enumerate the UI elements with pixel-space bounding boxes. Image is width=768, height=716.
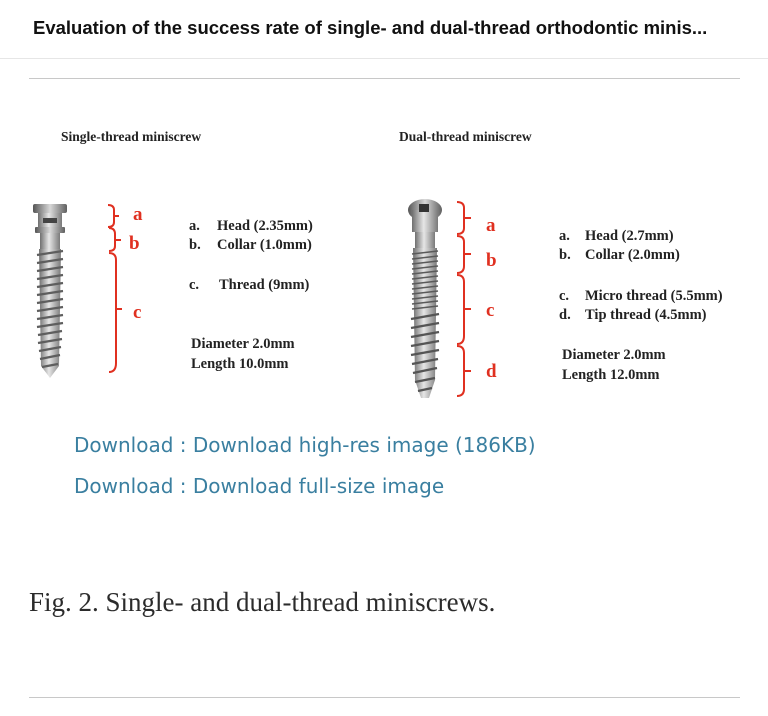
download-full-size-link[interactable] bbox=[74, 474, 444, 498]
app-header bbox=[0, 0, 768, 59]
dual-miniscrew-illustration bbox=[408, 199, 442, 398]
dual-item-a-text: Head (2.7mm) bbox=[585, 228, 674, 244]
single-item-b-letter: b. bbox=[189, 237, 201, 253]
bottom-divider bbox=[29, 697, 740, 698]
single-item-a-letter: a. bbox=[189, 218, 200, 234]
single-bracket-label-a: a bbox=[133, 204, 143, 225]
dual-item-c-letter: c. bbox=[559, 288, 570, 304]
figure-caption: Fig. 2. Single- and dual-thread miniscrews. bbox=[29, 587, 496, 617]
single-item-a-text: Head (2.35mm) bbox=[217, 218, 313, 234]
single-item-c-letter: c. bbox=[189, 277, 200, 293]
single-brackets bbox=[108, 205, 122, 372]
download-prefix: Download : bbox=[74, 433, 193, 457]
dual-diameter: Diameter 2.0mm bbox=[562, 347, 666, 363]
single-item-b-text: Collar (1.0mm) bbox=[217, 237, 312, 253]
dual-item-d-letter: d. bbox=[559, 307, 571, 323]
top-divider bbox=[29, 78, 740, 79]
download-label: Download full-size image bbox=[192, 474, 445, 498]
single-bracket-label-c: c bbox=[133, 302, 142, 323]
dual-length: Length 12.0mm bbox=[562, 367, 660, 383]
single-diameter: Diameter 2.0mm bbox=[191, 336, 295, 352]
dual-bracket-label-b: b bbox=[486, 250, 497, 271]
single-title: Single-thread miniscrew bbox=[61, 129, 202, 144]
dual-bracket-label-a: a bbox=[486, 215, 496, 236]
figure-image[interactable] bbox=[29, 110, 754, 410]
dual-item-a-letter: a. bbox=[559, 228, 570, 244]
download-label: Download high-res image (186KB) bbox=[192, 433, 536, 457]
dual-bracket-label-d: d bbox=[486, 361, 497, 382]
dual-item-b-letter: b. bbox=[559, 247, 571, 263]
single-miniscrew-illustration bbox=[33, 204, 67, 378]
dual-item-d-text: Tip thread (4.5mm) bbox=[585, 307, 707, 323]
dual-brackets bbox=[457, 202, 471, 396]
dual-title: Dual-thread miniscrew bbox=[399, 129, 532, 144]
dual-bracket-label-c: c bbox=[486, 300, 495, 321]
page-title: Evaluation of the success rate of single- and dual-thread orthodontic minis... bbox=[33, 17, 708, 38]
download-prefix: Download : bbox=[74, 474, 193, 498]
dual-item-c-text: Micro thread (5.5mm) bbox=[585, 288, 723, 304]
single-bracket-label-b: b bbox=[129, 233, 140, 254]
single-item-c-text: Thread (9mm) bbox=[219, 277, 310, 293]
single-length: Length 10.0mm bbox=[191, 356, 289, 372]
dual-item-b-text: Collar (2.0mm) bbox=[585, 247, 680, 263]
download-high-res-link[interactable] bbox=[74, 433, 536, 457]
